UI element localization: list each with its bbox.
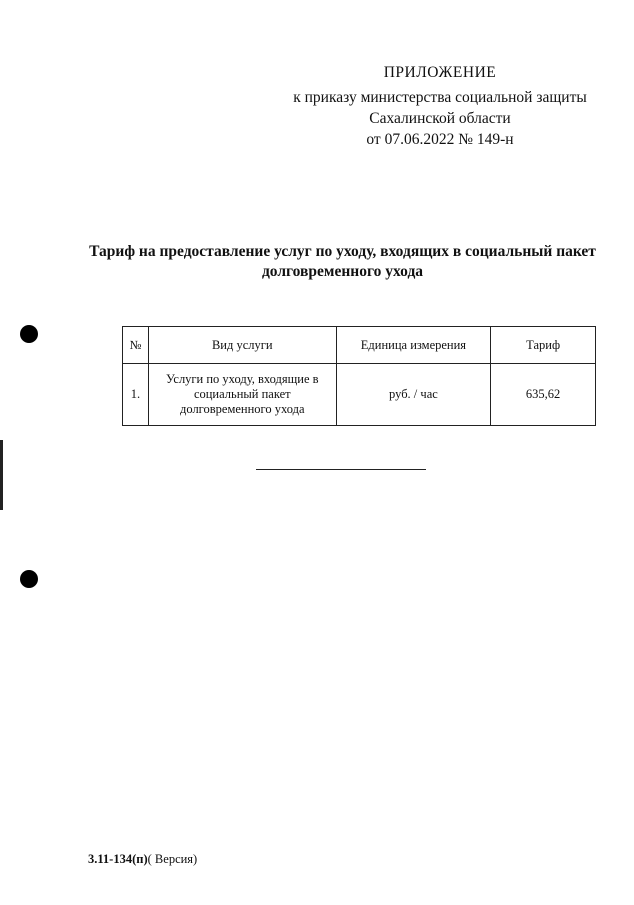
- end-divider: [256, 469, 426, 470]
- table-row: [123, 364, 596, 426]
- appendix-block: [290, 62, 590, 150]
- appendix-title: ПРИЛОЖЕНИЕ: [383, 64, 497, 81]
- header-service-type: Вид услуги: [148, 327, 336, 364]
- footer-code: 3.11-134(п): [88, 852, 148, 866]
- header-unit: Единица измерения: [336, 327, 491, 364]
- header-tariff: Тариф: [491, 327, 596, 364]
- appendix-order-line: к приказу министерства социальной защиты: [293, 89, 587, 106]
- cell-service-line: Услуги по уходу, входящие в: [166, 372, 319, 386]
- appendix-date-line: от 07.06.2022 № 149-н: [366, 131, 514, 148]
- document-title-line-2: долговременного ухода: [261, 263, 424, 280]
- cell-number: 1.: [123, 364, 149, 426]
- punch-hole-top: [20, 325, 38, 343]
- appendix-region-line: Сахалинской области: [369, 110, 511, 127]
- document-title: [70, 242, 615, 282]
- cell-tariff: 635,62: [491, 364, 596, 426]
- cell-service: [148, 364, 336, 426]
- header-number: №: [123, 327, 149, 364]
- punch-hole-bottom: [20, 570, 38, 588]
- table-header-row: [123, 327, 596, 364]
- footer-document-code: [88, 852, 197, 867]
- scan-edge-mark: [0, 440, 3, 510]
- cell-service-line: социальный пакет: [193, 387, 291, 401]
- tariff-table: [122, 326, 596, 426]
- document-title-line-1: Тариф на предоставление услуг по уходу, входящих в социальный пакет: [89, 243, 596, 260]
- cell-service-line: долговременного ухода: [180, 402, 305, 416]
- footer-version: ( Версия): [147, 852, 198, 866]
- cell-unit: руб. / час: [336, 364, 491, 426]
